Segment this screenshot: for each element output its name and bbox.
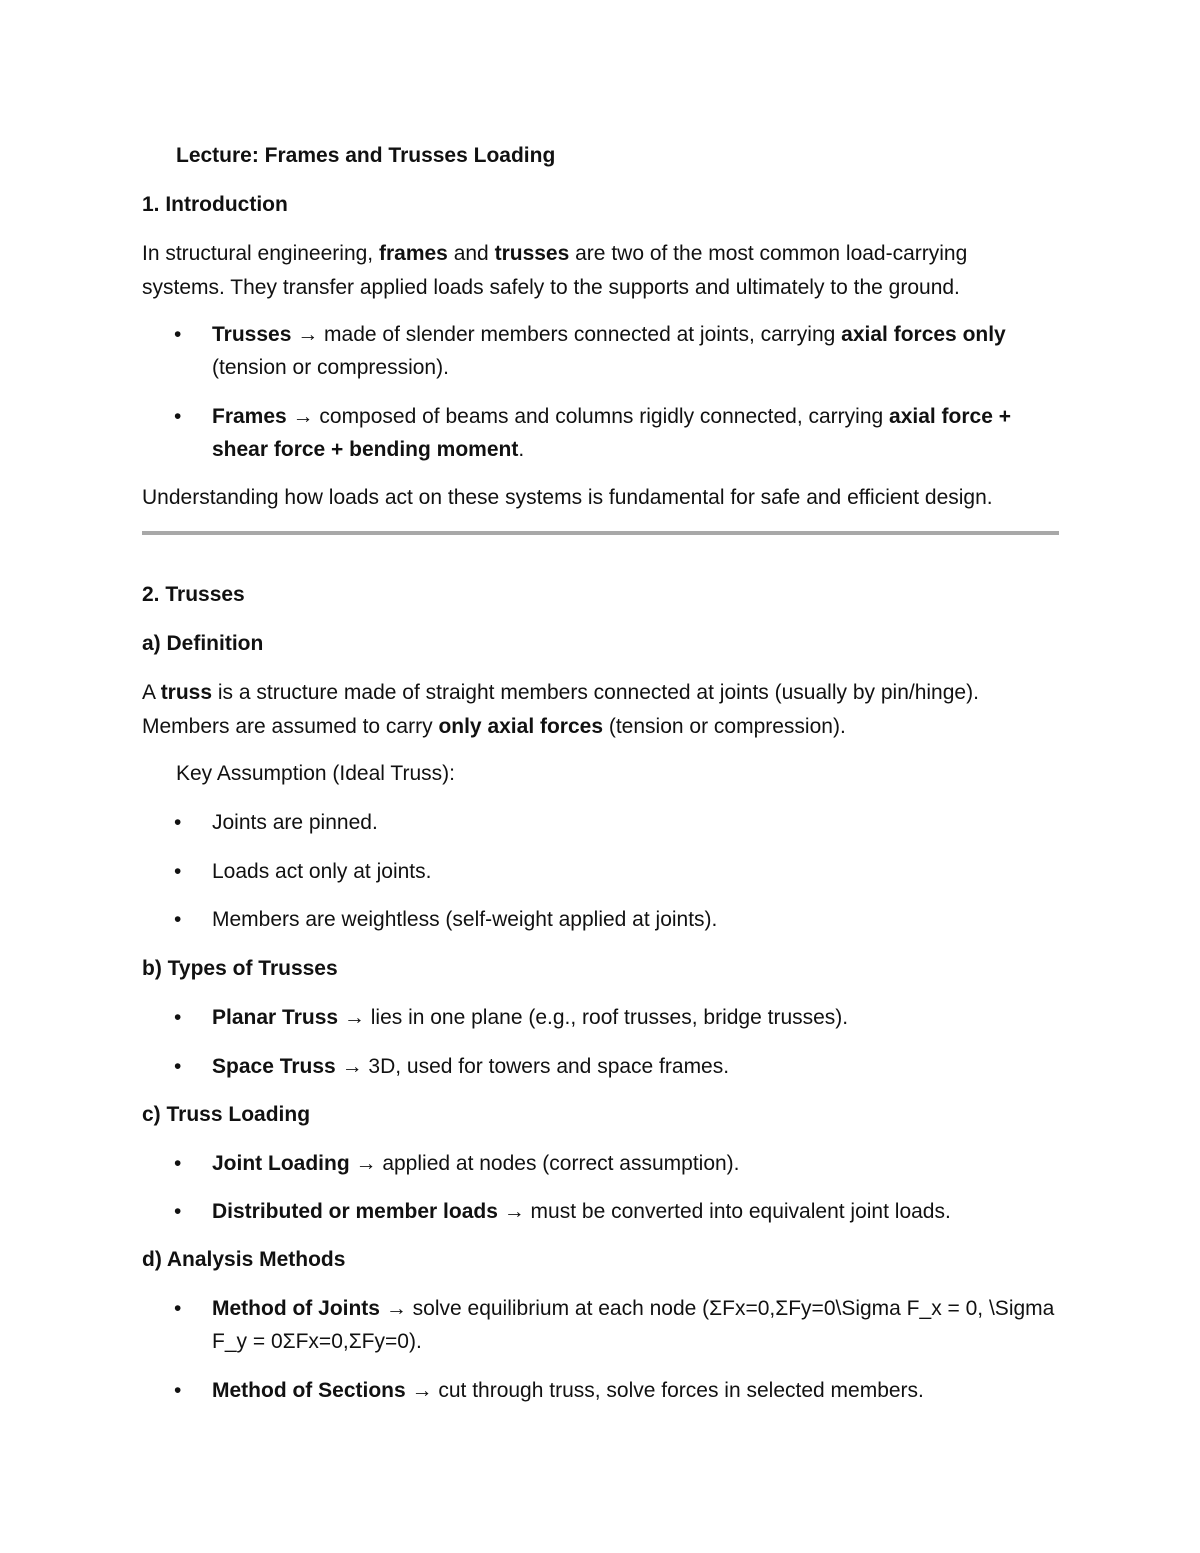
- key-assumption-label: Key Assumption (Ideal Truss):: [176, 762, 455, 785]
- bullet-glyph: •: [174, 1055, 182, 1078]
- page-title: Lecture: Frames and Trusses Loading: [176, 144, 556, 167]
- bullet-glyph: •: [174, 1200, 182, 1223]
- heading-definition: a) Definition: [142, 632, 264, 655]
- bullet-glyph: •: [174, 405, 182, 428]
- bullet-glyph: •: [174, 1152, 182, 1175]
- bullet-glyph: •: [174, 1006, 182, 1029]
- bullet-glyph: •: [174, 1297, 182, 1320]
- heading-introduction: 1. Introduction: [142, 193, 288, 216]
- document-page: Lecture: Frames and Trusses Loading 1. Introduction In structural engineering, frames and trusses are two of the most common load-carrying systems. They transfer applied loads safely to the supports and ultimately to the ground. • Trusses → made of slender members connected at joints, carrying axial forces only (tension or compression). • Frames → composed of beams and columns rigidly connected, carrying axial force + shear force + bending moment. Understanding how loads act on these systems is fundamental for safe and efficient design. 2. Trusses a) Definition A truss is a structure made of straight members connected at joints (usually by pin/hinge). Members are assumed to carry only axial forces (tension or compression). Key Assumption (Ideal Truss): • Joints are pinned. • Loads act only at joints. • Members are weightless (self-weight applied at joints). b) Types of Trusses • Planar Truss → lies in one plane (e.g., roof trusses, bridge trusses). • Space Truss → 3D, used for towers and space frames. c) Truss Loading • Joint Loading → applied at nodes (correct assumption). • Distributed or member loads → must be converted into equivalent joint loads. d) Analysis Methods • Method of Joints → solve equilibrium at each node (ΣFx=0,ΣFy=0\Sigma F_x = 0, \Sigma F_y = 0ΣFx=0,ΣFy=0). • Method of Sections → cut through truss, solve forces in selected members.: [0, 0, 1200, 1553]
- intro-paragraph: In structural engineering, frames and trusses are two of the most common load-carrying systems. They transfer applied loads safely to the supports and ultimately to the ground.: [142, 242, 968, 299]
- bullet-glyph: •: [174, 811, 182, 834]
- heading-analysis: d) Analysis Methods: [142, 1248, 346, 1271]
- bullet-glyph: •: [174, 323, 182, 346]
- intro-closing: Understanding how loads act on these systems is fundamental for safe and efficient design.: [142, 486, 993, 509]
- heading-loading: c) Truss Loading: [142, 1103, 311, 1126]
- definition-paragraph: A truss is a structure made of straight members connected at joints (usually by pin/hinge). Members are assumed to carry only axial forces (tension or compression).: [142, 681, 979, 738]
- bullet-glyph: •: [174, 860, 182, 883]
- horizontal-rule: [142, 531, 1059, 535]
- bullet-glyph: •: [174, 1379, 182, 1402]
- heading-types: b) Types of Trusses: [142, 957, 338, 980]
- heading-trusses: 2. Trusses: [142, 583, 245, 606]
- bullet-glyph: •: [174, 908, 182, 931]
